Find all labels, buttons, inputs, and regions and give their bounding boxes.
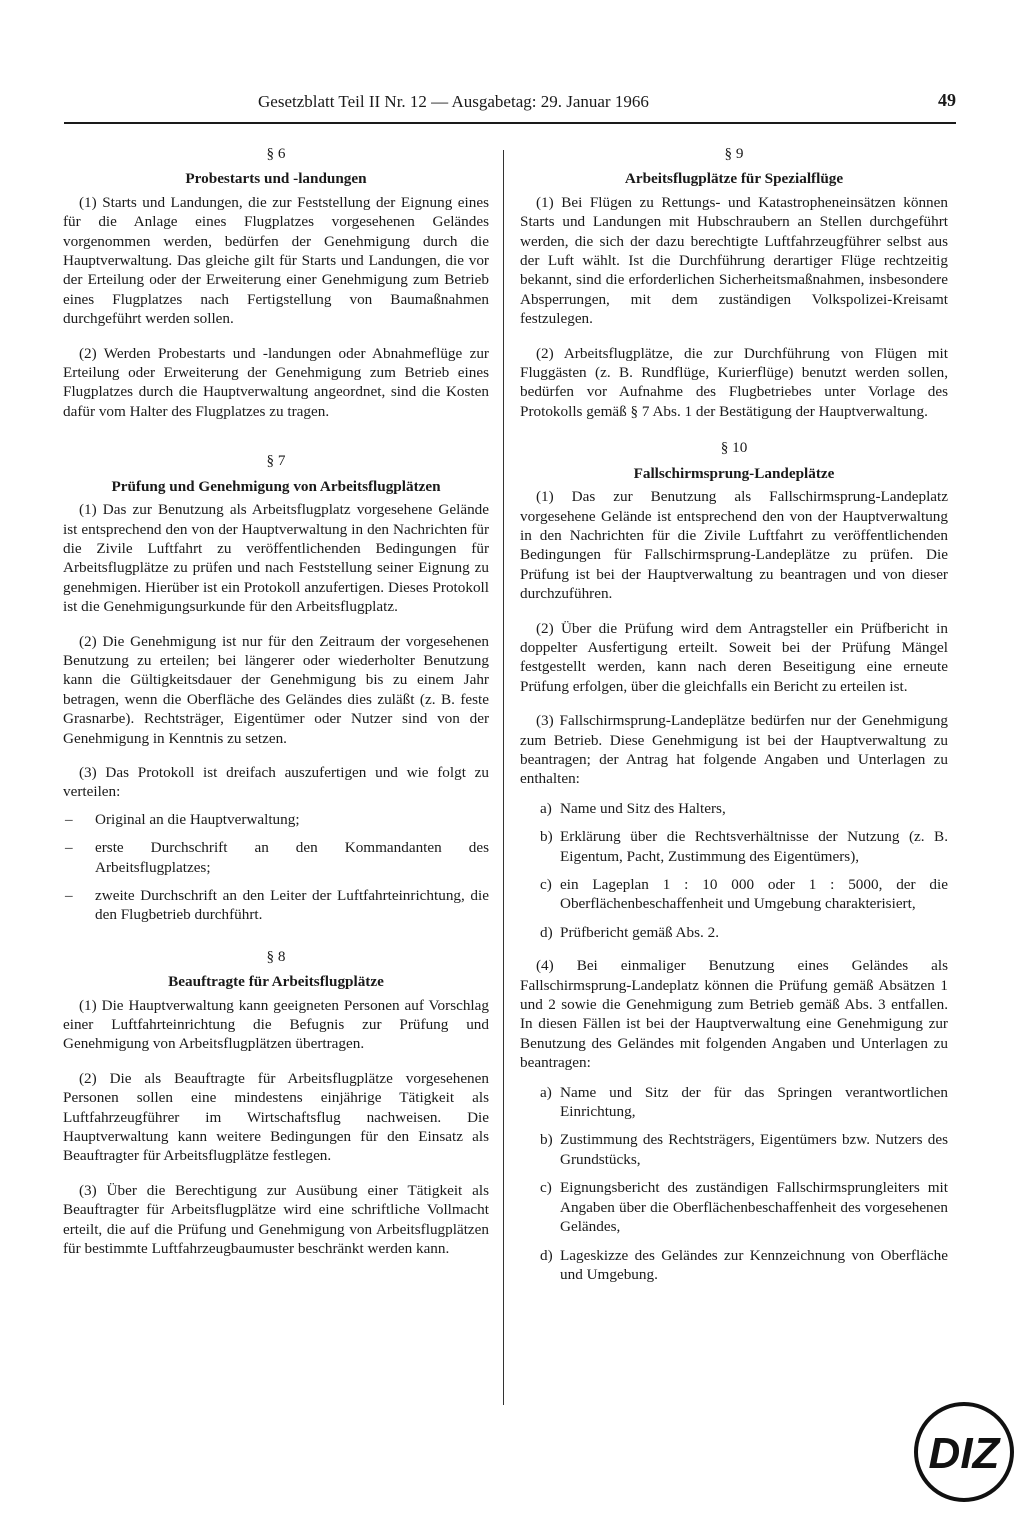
paragraph: (3) Fallschirmsprung-Landeplätze bedürfen nur der Genehmigung zum Betrieb. Diese Genehmigung ist bei der Hauptverwaltung zu beantragen; der Antrag hat folgende Angaben und Unterlagen zu enthalten:	[520, 712, 948, 788]
left-column	[63, 142, 489, 1276]
paragraph: (2) Über die Prüfung wird dem Antragsteller ein Prüfbericht in doppelter Ausfertigung erteilt. Soweit bei der Prüfung Mängel festgestellt werden, kann nach deren Beseitigung eine erneute Prüfung erfolgen, über die gleichfalls ein Bericht zu erteilen ist.	[520, 619, 948, 695]
list-item: – erste Durchschrift an den Kommandanten des Arbeitsflugplatzes;	[65, 839, 489, 876]
section-10	[520, 438, 948, 1284]
list-item: d) Prüfbericht gemäß Abs. 2.	[540, 923, 720, 941]
section-title: Fallschirmsprung-Landeplätze	[633, 464, 835, 482]
section-title: Probestarts und -landungen	[185, 170, 367, 188]
paragraph: (1) Das zur Benutzung als Fallschirmsprung-Landeplatz vorgesehene Gelände ist entsprechend den von der Hauptverwaltung in den Nachrichten für die Zivile Luftfahrt zu veröffentlichenden Bedingungen für Fallschirmsprung-Landeplätze zu prüfen. Die Prüfung ist bei der Hauptverwaltung zu beantragen und von dieser durchzuführen.	[520, 488, 948, 603]
section-title: Beauftragte für Arbeitsflugplätze	[168, 973, 384, 991]
svg-text:DIZ: DIZ	[928, 1429, 1000, 1478]
paragraph: (4) Bei einmaliger Benutzung eines Geländes als Fallschirmsprung-Landeplatz können die Prüfung gemäß Absätzen 1 und 2 sowie die Genehmigung zum Betrieb gemäß Abs. 3 entfallen. In diesen Fällen ist bei der Hauptverwaltung eine Genehmigung zur Benutzung des Geländes mit folgenden Angaben und Unterlagen zu beantragen:	[520, 957, 948, 1072]
section-7	[63, 451, 489, 925]
list-item: a) Name und Sitz der für das Springen verantwortlichen Einrichtung,	[540, 1083, 948, 1121]
requirements-list	[520, 799, 948, 942]
diz-stamp	[912, 1400, 1016, 1504]
section-number: § 8	[266, 947, 286, 965]
list-item: a) Name und Sitz des Halters,	[540, 799, 726, 817]
list-item: c) ein Lageplan 1 : 10 000 oder 1 : 5000, der die Oberflächenbeschaffenheit und Umgebung charakterisiert,	[540, 876, 948, 913]
list-item: b) Erklärung über die Rechtsverhältnisse der Nutzung (z. B. Eigentum, Pacht, Zustimmung des Eigentümers),	[540, 828, 948, 865]
paragraph: (1) Bei Flügen zu Rettungs- und Katastropheneinsätzen können Starts und Landungen mit Hubschraubern an Stellen durchgeführt werden, die sich der dazu berechtigte Luftfahrzeugführer selbst aus der Luft wählt. Ist die Durchführung derartiger Flüge rechtzeitig bekannt, sind die erforderlichen Sicherheitsmaßnahmen, insbesondere Absperrungen, mit dem zuständigen Volkspolizei-Kreisamt festzulegen.	[520, 193, 948, 328]
paragraph: (1) Die Hauptverwaltung kann geeigneten Personen auf Vorschlag einer Luftfahrteinrichtung die Befugnis zur Prüfung und Genehmigung von Arbeitsflugplätzen übertragen.	[63, 996, 489, 1053]
section-number: § 7	[266, 452, 286, 470]
paragraph: (2) Die als Beauftragte für Arbeitsflugplätze vorgesehenen Personen sollen eine mindestens einjährige Tätigkeit als Luftfahrzeugführer im Wirtschaftsflug nachweisen. Die Hauptverwaltung kann weitere Bedingungen für den Einsatz als Beauftragter für Arbeitsflugplätze festlegen.	[63, 1069, 489, 1165]
page-number: 49	[938, 90, 956, 110]
section-number: § 9	[724, 145, 744, 162]
header-title: Gesetzblatt Teil II Nr. 12 — Ausgabetag: 29. Januar 1966	[258, 92, 649, 111]
distribution-list	[63, 810, 489, 925]
right-column	[520, 142, 948, 1301]
section-9	[520, 144, 948, 421]
list-item: – Original an die Hauptverwaltung;	[65, 810, 300, 828]
paragraph: (2) Werden Probestarts und -landungen oder Abnahmeflüge zur Erteilung oder Erweiterung der Genehmigung zum Betrieb eines Flugplatzes durch die Hauptverwaltung angeordnet, sind die Kosten dafür vom Halter des Flugplatzes zu tragen.	[63, 344, 489, 420]
page-header	[64, 88, 956, 116]
paragraph: (2) Arbeitsflugplätze, die zur Durchführung von Flügen mit Fluggästen (z. B. Rundflüge, Kurierflüge) benutzt werden sollen, bedürfen vor Aufnahme des Flugbetriebes unter Vorlage des Protokolls gemäß § 7 Abs. 1 der Bestätigung der Hauptverwaltung.	[520, 344, 948, 420]
column-divider	[503, 150, 504, 1405]
paragraph: (2) Die Genehmigung ist nur für den Zeitraum der vorgesehenen Benutzung zu erteilen; bei längerer oder wiederholter Benutzung kann die Gültigkeitsdauer der Genehmigung bis zu einem Jahr betragen, wenn die Oberfläche des Geländes dies zuläßt (z. B. feste Grasnarbe). Rechtsträger, Eigentümer oder Nutzer sind von der Genehmigung in Kenntnis zu setzen.	[63, 632, 489, 747]
list-item: c) Eignungsbericht des zuständigen Fallschirmsprungleiters mit Angaben über die Oberflächenbeschaffenheit des vorgesehenen Geländes,	[540, 1179, 948, 1236]
paragraph: (3) Über die Berechtigung zur Ausübung einer Tätigkeit als Beauftragter für Arbeitsflugplätze wird eine schriftliche Vollmacht erteilt, die auf die Prüfung und Genehmigung von Arbeitsflugplätzen für bestimmte Luftfahrzeugbaumuster beschränkt werden kann.	[63, 1181, 489, 1258]
one-time-requirements-list	[520, 1083, 948, 1285]
list-item: b) Zustimmung des Rechtsträgers, Eigentümers bzw. Nutzers des Grundstücks,	[540, 1131, 948, 1168]
paragraph: (3) Das Protokoll ist dreifach auszufertigen und wie folgt zu verteilen:	[63, 763, 489, 801]
section-number: § 10	[720, 439, 748, 457]
paragraph: (1) Das zur Benutzung als Arbeitsflugplatz vorgesehene Gelände ist entsprechend den von der Hauptverwaltung in den Nachrichten für die Zivile Luftfahrt zu veröffentlichenden Bedingungen für Arbeitsflugplätze zu prüfen und nach Feststellung seiner Eignung zu genehmigen. Hierüber ist ein Protokoll anzufertigen. Dieses Protokoll ist die Genehmigungsurkunde für den Arbeitsflugplatz.	[63, 501, 489, 616]
section-6	[63, 144, 489, 421]
section-title: Prüfung und Genehmigung von Arbeitsflugplätzen	[111, 477, 441, 495]
paragraph: (1) Starts und Landungen, die zur Feststellung der Eignung eines für die Anlage eines Flugplatzes vorgesehenen Geländes vorgenommen werden, bedürfen der Genehmigung durch die Hauptverwaltung. Das gleiche gilt für Starts und Landungen, die vor der Erteilung oder der Erweiterung einer Genehmigung zum Betrieb eines Flugplatzes nach Fertigstellung von Baumaßnahmen durchgeführt werden sollen.	[63, 193, 489, 328]
header-rule	[64, 122, 956, 124]
list-item: – zweite Durchschrift an den Leiter der Luftfahrteinrichtung, die den Flugbetrieb durchführt.	[65, 887, 489, 924]
section-title: Arbeitsflugplätze für Spezialflüge	[624, 170, 844, 188]
section-8	[63, 947, 489, 1259]
list-item: d) Lageskizze des Geländes zur Kennzeichnung von Oberfläche und Umgebung.	[540, 1246, 948, 1283]
section-number: § 6	[266, 145, 286, 162]
